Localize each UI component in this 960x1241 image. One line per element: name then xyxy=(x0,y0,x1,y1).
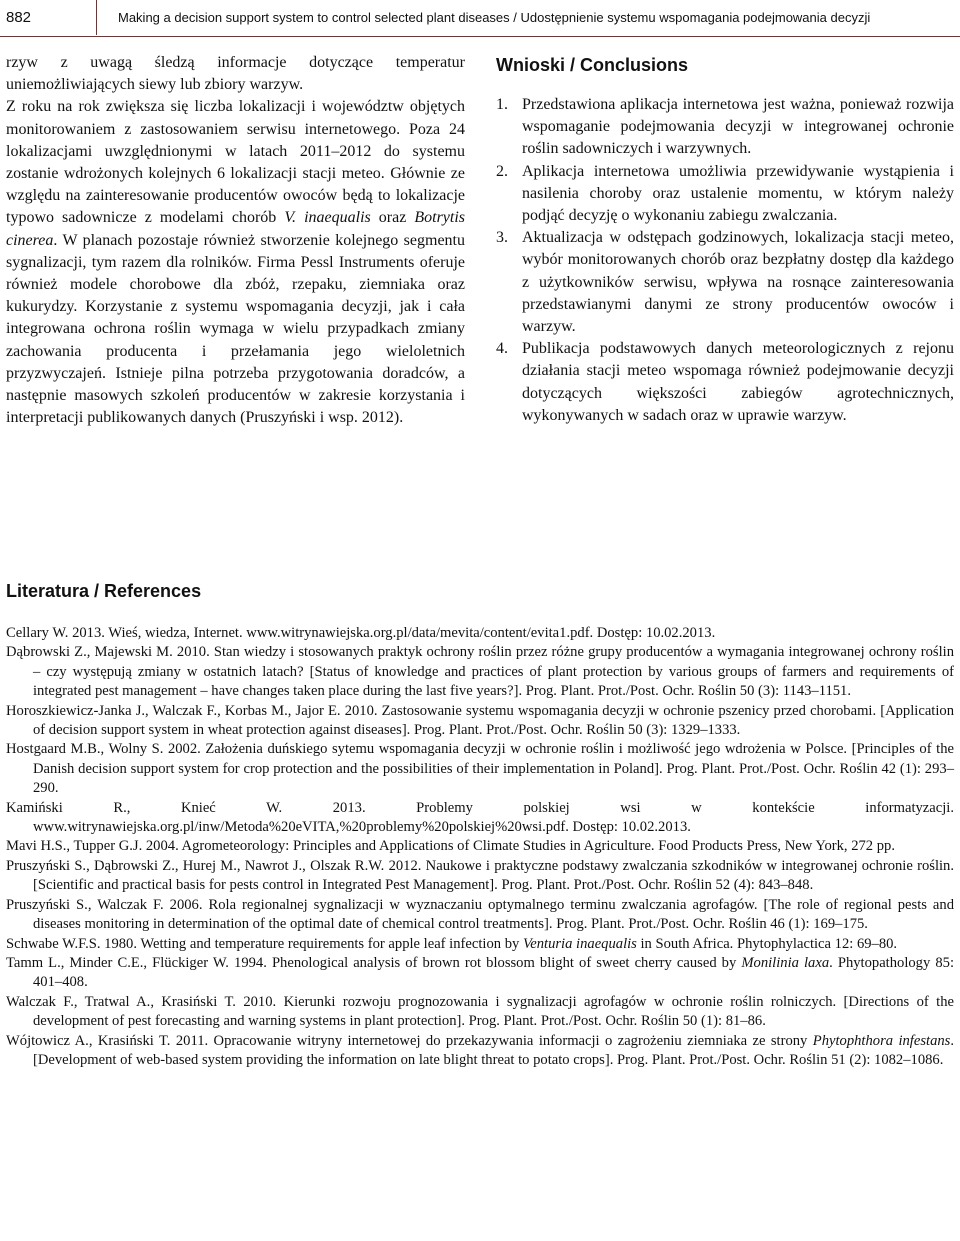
conclusion-number: 1. xyxy=(496,96,508,113)
reference-text: Pruszyński S., Dąbrowski Z., Hurej M., Nawrot J., Olszak R.W. 2012. Naukowe i praktyczne podstawy zwalczania szkodników w integrowanej ochronie roślin. [Scientific and practical basis for pests control in Integrated Pest Management]. Prog. Plant. Prot./Post. Ochr. Roślin 52 (4): 843–848. xyxy=(6,857,954,894)
species-name: Monilinia laxa xyxy=(741,954,830,971)
conclusion-number: 2. xyxy=(496,162,508,180)
body-text-segment: Z roku na rok zwiększa się liczba lokalizacji i województw objętych monitorowaniem z zastosowaniem serwisu internetowego. Poza 24 lokalizacjami uwzględnionymi w latach 2011–2012 do systemu zostanie wdrożonych kolejnych 6 lokalizacji stacji meteo. Głównie ze względu na zainteresowanie producentów owoców będą to lokalizacje typowo sadownicze z modelami chorób xyxy=(6,98,465,227)
conclusion-number: 4. xyxy=(496,340,508,358)
page-number: 882 xyxy=(6,0,97,35)
reference-text: in South Africa. Phytophylactica 12: 69–80. xyxy=(636,935,898,952)
reference-entry xyxy=(6,624,954,643)
conclusion-item xyxy=(496,227,954,338)
species-name: Phytophthora infestans xyxy=(812,1032,951,1049)
reference-entry xyxy=(6,993,954,1032)
conclusions-list xyxy=(496,94,954,427)
body-paragraph xyxy=(6,96,465,429)
conclusion-item xyxy=(496,161,954,228)
reference-text: Schwabe W.F.S. 1980. Wetting and temperature requirements for apple leaf infection by xyxy=(6,935,523,952)
species-name: Botrytis cinerea xyxy=(6,209,466,249)
reference-text: . Phytopathology 85: 401–408. xyxy=(33,954,954,991)
reference-text: Walczak F., Tratwal A., Krasiński T. 2010. Kierunki rozwoju prognozowania i sygnalizacji agrofagów w ochronie roślin rolniczych. [Directions of the development of pest forecasting and warning systems in plant protection]. Prog. Plant. Prot./Post. Ochr. Roślin 50 (1): 81–86. xyxy=(6,993,954,1030)
reference-entry xyxy=(6,702,954,741)
reference-text: Horoszkiewicz-Janka J., Walczak F., Korbas M., Jajor E. 2010. Zastosowanie systemu wspomagania decyzji w ochronie pszenicy przed chorobami. [Application of decision support system in wheat protection against diseases]. Prog. Plant. Prot./Post. Ochr. Roślin 50 (3): 1329–1333. xyxy=(6,702,954,739)
running-title: Making a decision support system to control selected plant diseases / Udostępnienie systemu wspomagania podejmowania decyzji xyxy=(118,10,871,25)
reference-entry xyxy=(6,799,954,838)
conclusion-text: Publikacja podstawowych danych meteorologicznych z rejonu działania stacji meteo wspomaga również podejmowanie decyzji dotyczących większości zabiegów agrotechnicznych, wykonywanych w sadach oraz w uprawie warzyw. xyxy=(522,340,954,424)
reference-entry xyxy=(6,857,954,896)
reference-entry xyxy=(6,740,954,798)
conclusion-text: Aktualizacja w odstępach godzinowych, lokalizacja stacji meteo, wybór monitorowanych chorób oraz bezpłatny dostęp dla każdego z użytkowników serwisu, wpływa na rosnące zainteresowania przedstawianymi danymi ze strony producentów owoców i warzyw. xyxy=(522,229,954,336)
conclusion-item xyxy=(496,338,954,427)
reference-entry xyxy=(6,643,954,701)
reference-entry xyxy=(6,935,954,954)
reference-text: Wójtowicz A., Krasiński T. 2011. Opracowanie witryny internetowej do przekazywania informacji o zagrożeniu ziemniaka ze strony xyxy=(6,1032,813,1049)
reference-text: Mavi H.S., Tupper G.J. 2004. Agrometeorology: Principles and Applications of Climate Studies in Agriculture. Food Products Press, New York, 272 pp. xyxy=(6,838,895,855)
conclusions-heading: Wnioski / Conclusions xyxy=(496,55,689,75)
conclusion-text: Aplikacja internetowa umożliwia przewidywanie wystąpienia i nasilenia choroby oraz ustalenie momentu, w którym należy podjąć decyzję o wykonaniu zabiegu zwalczania. xyxy=(522,162,954,225)
body-text-segment: . W planach pozostaje również stworzenie kolejnego segmentu sygnalizacji, tym razem dla rolników. Firma Pessl Instruments oferuje również modele chorobowe dla zbóż, rzepaku, ziemniaka oraz kukurydzy. Korzystanie z systemu wspomagania decyzji, jak i cała integrowana ochrona roślin wymaga w wielu przypadkach zmiany zachowania producenta i przełamania jego wieloletnich przyzwyczajeń. Istnieje pilna potrzeba przygotowania doradców, a następnie masowych szkoleń producentów w zakresie korzystania i interpretacji publikowanych danych (Pruszyński i wsp. 2012). xyxy=(6,231,465,427)
reference-text: Dąbrowski Z., Majewski M. 2010. Stan wiedzy i stosowanych praktyk ochrony roślin przez różne grupy producentów a wymagania integrowanej ochrony roślin – czy występują zmiany w ostatnich latach? [Status of knowledge and practices of plant protection by various groups of farmers and requirements of integrated pest management – have changes taken place during the last five years?]. Prog. Plant. Prot./Post. Ochr. Roślin 50 (3): 1143–1151. xyxy=(6,644,954,700)
references-list xyxy=(6,624,954,1070)
body-paragraph: rzyw z uwagą śledzą informacje dotyczące temperatur uniemożliwiających siewy lub zbiory warzyw. xyxy=(6,54,465,94)
species-name: Venturia inaequalis xyxy=(522,935,637,952)
page-header xyxy=(0,0,960,37)
reference-text: Kamiński R., Knieć W. 2013. Problemy polskiej wsi w kontekście informatyzacji. www.witrynawiejska.org.pl/inw/Metoda%20eVITA,%20problemy%20polskiej%20wsi.pdf. Dostęp: 10.02.2013. xyxy=(6,799,954,836)
reference-entry xyxy=(6,896,954,935)
reference-text: . [Development of web-based system providing the information on late blight threat to potato crops]. Prog. Plant. Prot./Post. Ochr. Roślin 51 (2): 1082–1086. xyxy=(33,1032,954,1068)
reference-text: Tamm L., Minder C.E., Flückiger W. 1994. Phenological analysis of brown rot blossom blight of sweet cherry caused by xyxy=(6,954,742,971)
reference-entry xyxy=(6,1032,954,1071)
reference-entry xyxy=(6,837,954,856)
reference-text: Pruszyński S., Walczak F. 2006. Rola regionalnej sygnalizacji w wyznaczaniu optymalnego terminu zwalczania agrofagów. [The role of regional pests and diseases monitoring in determination of the optimal date of chemical control treatments]. Prog. Plant. Prot./Post. Ochr. Roślin 46 (1): 169–175. xyxy=(6,896,954,933)
body-text-segment: oraz xyxy=(370,209,415,227)
body-text-column xyxy=(6,52,465,429)
reference-text: Hostgaard M.B., Wolny S. 2002. Założenia duńskiego sytemu wspomagania decyzji w ochronie roślin i możliwość jego wdrożenia w Polsce. [Principles of the Danish decision support system for crop protection and the possibilities of their implementation in Poland]. Prog. Plant. Prot./Post. Ochr. Roślin 42 (1): 293–290. xyxy=(6,741,954,797)
conclusion-number: 3. xyxy=(496,229,508,247)
species-name: V. inaequalis xyxy=(284,209,371,227)
conclusions-section xyxy=(496,52,954,427)
conclusion-item xyxy=(496,94,954,161)
references-heading: Literatura / References xyxy=(6,581,202,601)
reference-entry xyxy=(6,954,954,993)
conclusion-text: Przedstawiona aplikacja internetowa jest ważna, ponieważ rozwija wspomaganie podejmowania decyzji w integrowanej ochronie roślin sadowniczych i warzywnych. xyxy=(522,96,954,158)
reference-text: Cellary W. 2013. Wieś, wiedza, Internet. www.witrynawiejska.org.pl/data/mevita/content/evita1.pdf. Dostęp: 10.02.2013. xyxy=(6,625,716,641)
